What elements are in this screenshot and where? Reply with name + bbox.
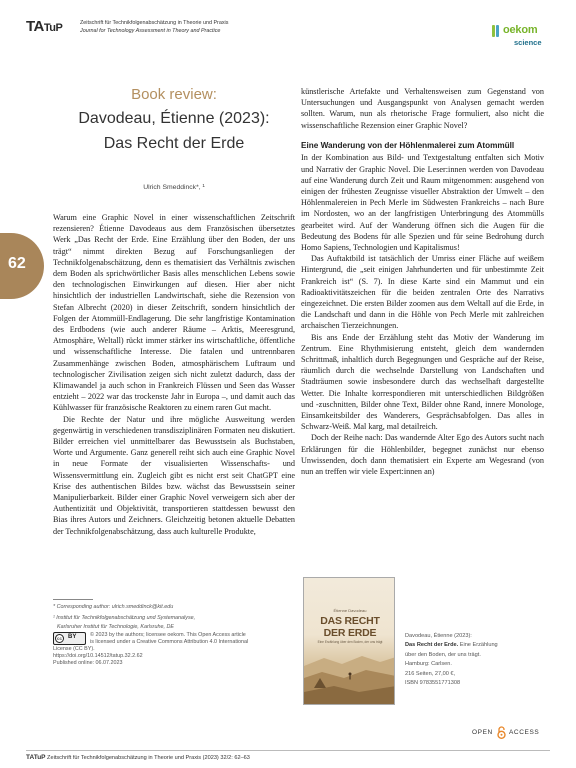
license-line: © 2023 by the authors; licensee oekom. This Open Access article xyxy=(90,632,246,638)
cover-author: Étienne Davodeau xyxy=(333,608,367,613)
article-title-line-1: Davodeau, Étienne (2023): xyxy=(78,110,270,127)
section-heading: Eine Wanderung von der Höhlenmalerei zum Atommüll xyxy=(301,140,515,150)
oekom-mark-icon xyxy=(492,25,500,37)
paragraph: Doch der Reihe nach: Das wandernde Alter Ego des Autors sucht nach Erklärungen für die Höhlenbilder, begegnet zunächst nur ebenso Unwissenden, doch dann thematisiert ein Experte am Wegesrand (von nun an treffen wir viele Expert:innen an) xyxy=(301,433,544,476)
license-line: License (CC BY). xyxy=(53,646,95,652)
left-text-column xyxy=(53,212,295,537)
article-author: Ulrich Smeddinck*, ¹ xyxy=(143,184,205,191)
corresponding-author-note: * Corresponding author: ulrich.smeddinck@kit.edu xyxy=(53,604,174,610)
article-title-line-2: Das Recht der Erde xyxy=(103,135,245,152)
article-kicker: Book review: xyxy=(131,86,217,103)
book-isbn: ISBN 9783551771308 xyxy=(405,680,461,687)
affiliation-note: ¹ Institut für Technikfolgenabschätzung und Systemanalyse, xyxy=(53,615,196,622)
paragraph: In der Kombination aus Bild- und Textgestaltung entfalten sich Motiv und Narrativ der Graphic Novel. Die Leser:innen werden von Davodeau auf eine Wanderung durch Zeit und Raum mitgenommen: ausgehend von einigen der frühesten Zeugnisse visueller Abstraktion der Umwelt – den Höhlenmalereien in Pech Merle im Südwesten Frankreichs – nach Bure im Nordosten, wo an der langfristigen Unterbringung des Atommülls gearbeitet wird. Auf der Wanderung öffnen sich die Augen für die Bedeutung des Bodens für alle Spezien und für seine Bedrohung durch Homo Sapiens, Technologien und Kapitalismus! xyxy=(301,153,544,252)
paragraph: Warum eine Graphic Novel in einer wissenschaftlichen Zeitschrift rezensieren? Étienne Davodeaus aus dem Französischen übersetztes Werk „Das Recht der Erde. Eine Erzählung über den Boden, der uns trägt“ nimmt direkten Bezug auf Forschungsanliegen der Technikfolgenabschätzung, denn es thematisiert das Verhältnis zwischen dem Boden als sprichwörtlicher Basis alles menschlichen Lebens sowie den technologischen Einwirkungen auf diesen. Hier aber nicht hinsichtlich der industriellen Landwirtschaft, siehe die Rezension von Stefan Albrecht (2020) in dieser Zeitschrift, sondern hinsichtlich der Folgen der Atommüll-Endlagerung. Die sehr langfristige Kontamination des Erdbodens (wie auch anderer Räume – Arktis, Meeresgrund, Atmosphäre, Weltall) rückt immer stärker ins wirtschaftliche, öffentliche und wissenschaftliche Interesse. Die fatalen und untrennbaren Zusammenhänge zwischen Boden, atmosphärischem Luftraum und technologischer Zivilisation zeigen sich nicht zuletzt dadurch, dass der Klimawandel ja auch schon in Frankreich Flüssen und Seen das Wasser entzieht – 2022 war das trockenste Jahr in Europa –, und damit auch das Kühlwasser für französische Reaktoren zu einem raren Gut macht. xyxy=(53,213,295,413)
science-wordmark: science xyxy=(514,38,542,47)
journal-name xyxy=(80,19,228,35)
journal-header xyxy=(26,18,550,58)
footnotes xyxy=(53,603,295,631)
tatup-logo: TATuP xyxy=(26,18,63,35)
open-access-lock-icon xyxy=(497,726,506,739)
oekom-science-logo xyxy=(492,24,550,54)
page-number: 62 xyxy=(8,255,26,272)
paragraph: Das Auftaktbild ist tatsächlich der Umriss einer Fläche auf weißem Hintergrund, die „seit einigen Jahrhunderten und für unbestimmte Zeit Frankreich ist“ (S. 7). In diese Karte sind ein Mammut und ein Radioaktivitätszeichen für die beiden zentralen Orte des Narrativs eingezeichnet. Die ersten Bilder zoomen aus dem Weltall auf die Erde, in die Landschaft und dann in die Höhle von Pech Merle mit zahlreichen archaischen Tierzeichnungen. xyxy=(301,254,544,331)
book-subtitle-end: über den Boden, der uns trägt. xyxy=(405,651,481,658)
footer-logo: TATuP xyxy=(26,754,46,761)
cover-landscape-illustration xyxy=(304,648,395,705)
cc-by-badge-icon[interactable] xyxy=(53,632,86,645)
book-title: Das Recht der Erde. xyxy=(405,642,459,649)
page-number-tab xyxy=(0,233,44,299)
oekom-wordmark: oekom xyxy=(503,24,538,36)
by-badge-label: BY xyxy=(68,634,77,640)
open-access-label-right: ACCESS xyxy=(509,729,540,736)
book-title-line xyxy=(405,641,545,650)
footnote-divider xyxy=(53,599,93,600)
book-info xyxy=(405,632,545,688)
book-cover-image xyxy=(303,577,395,705)
book-publisher: Hamburg: Carlsen. xyxy=(405,661,452,668)
journal-name-de: Zeitschrift für Technikfolgenabschätzung in Theorie und Praxis xyxy=(80,20,229,26)
open-access-label-left: OPEN xyxy=(472,729,493,736)
doi-link[interactable]: https://doi.org/10.14512/tatup.32.2.62 xyxy=(53,653,143,660)
affiliation-note-cont: Karlsruher Institut für Technologie, Karlsruhe, DE xyxy=(57,623,174,630)
footer-rule xyxy=(26,750,550,751)
license-line: is licensed under a Creative Commons Attribution 4.0 International xyxy=(90,639,249,646)
cover-subtitle: Eine Erzählung über den Boden, der uns trägt xyxy=(317,640,383,644)
paragraph: Bis ans Ende der Erzählung steht das Motiv der Wanderung im Zentrum. Eine Rhythmisierung entsteht, gleich dem wandernden Schrittmaß, inhaltlich durch Begegnungen und Gespräche auf der Reise, räumlich durch die wechselnde Darstellung von Landschaften und Stadträumen sowie insbesondere durch das wechselhaft dargestellte Wetter. Die Inhalte korrespondieren mit unterschiedlichen Bildgrößen und -zuschnitten, Bilder ohne Text, Bilder ohne Rand, innere Monologe, Einsamkeitsbilder des Wanderers, Gesprächsabfolgen. Das alles in Schwarz-Weiß. Mal karg, mal detailreich. xyxy=(301,332,544,432)
right-text-column xyxy=(301,86,544,477)
footer-citation: Zeitschrift für Technikfolgenabschätzung in Theorie und Praxis (2023) 32/2: 62–63 xyxy=(45,755,250,761)
cover-title-line-2: DER ERDE xyxy=(323,627,377,639)
open-access-badge xyxy=(472,726,547,740)
journal-name-en: Journal for Technology Assessment in Theory and Practice xyxy=(80,28,221,34)
published-date: Published online: 06.07.2023 xyxy=(53,660,123,667)
book-subtitle-start: Eine Erzählung xyxy=(458,642,498,649)
book-pages-price: 216 Seiten, 27,00 €, xyxy=(405,670,456,677)
book-author-year: Davodeau, Étienne (2023): xyxy=(405,633,472,639)
paragraph: Die Rechte der Natur und ihre mögliche Ausweitung werden gegenwärtig in verschiedenen transdisziplinären Formaten neu diskutiert. Bilder erreichen viel unmittelbarer das Bewusstsein als Buchstaben, Worte und Argumente. Ganz generell reiht sich auch eine Graphic Novel in neue Formate der visualisierten Wissenschafts- und Wissensvermittlung ein. Zugleich gibt es nicht erst seit ChatGPT eine Krise des authentischen Bildes bzw. wächst das Bewusstsein seiner Manipulierbarkeit. Bilder einer Graphic Novel verweigern sich aber der Authentizität und Objektivität, transportieren stattdessen bewusst den Bias ihres Autors und Zeichners. Gleichzeitig betonen aktuelle Debatten der Technikfolgenabschätzung, dass auch kulturelle Produkte, xyxy=(53,414,295,536)
cc-badge-label: cc xyxy=(56,636,62,641)
paragraph: künstlerische Artefakte und Verhaltensweisen zum Gegenstand von Untersuchungen und Ausgangspunkt von Analysen gemacht werden sollten. Warum, nun als rhetorische Frage formuliert, also nicht die wissenschaftliche Rezension einer Graphic Novel? xyxy=(301,87,544,130)
page-footer xyxy=(26,754,250,761)
license-details xyxy=(53,646,295,668)
license-text xyxy=(90,632,295,646)
cover-title-line-1: DAS RECHT xyxy=(320,615,380,627)
